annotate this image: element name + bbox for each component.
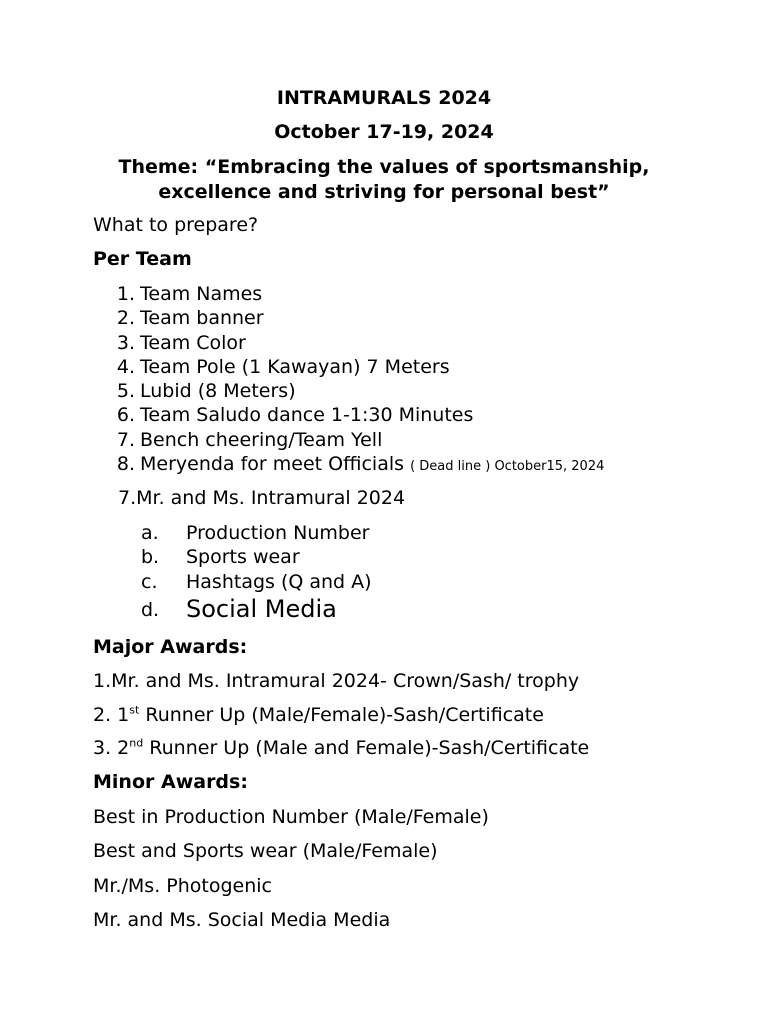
minor-award-item: Mr. and Ms. Social Media Media: [93, 909, 391, 931]
list-item-text: Bench cheering/Team Yell: [140, 429, 383, 451]
award-2-ordinal: st: [129, 703, 140, 717]
major-awards-heading: Major Awards:: [93, 636, 248, 658]
list-marker: 8.: [116, 453, 135, 475]
list-item-text: Sports wear: [186, 546, 300, 568]
list-marker: a.: [141, 522, 159, 544]
meryenda-text: Meryenda for meet Officials: [140, 453, 405, 475]
award-3-ordinal: nd: [129, 736, 144, 750]
award-2-prefix: 2. 1: [93, 704, 130, 726]
mr-ms-heading: 7.Mr. and Ms. Intramural 2024: [118, 487, 406, 509]
major-award-1: 1.Mr. and Ms. Intramural 2024- Crown/Sash/ trophy: [93, 670, 580, 692]
list-marker: c.: [141, 571, 158, 593]
list-item-text: Team Names: [140, 283, 263, 305]
minor-award-item: Best and Sports wear (Male/Female): [93, 840, 438, 862]
list-marker: 3.: [116, 332, 135, 354]
list-marker: 1.: [116, 283, 135, 305]
theme-line-1: Theme: “Embracing the values of sportsmanship,: [118, 156, 650, 178]
major-award-3: [93, 737, 589, 759]
prepare-question: What to prepare?: [93, 214, 259, 236]
list-item-text: Team Saludo dance 1-1:30 Minutes: [140, 404, 474, 426]
event-date: October 17-19, 2024: [274, 121, 494, 143]
list-marker: 5.: [116, 380, 135, 402]
list-item-text: [140, 453, 604, 478]
list-marker: 4.: [116, 356, 135, 378]
award-3-prefix: 3. 2: [93, 737, 130, 759]
list-marker: 2.: [116, 307, 135, 329]
major-award-2: [93, 704, 544, 726]
award-2-text: Runner Up (Male/Female)-Sash/Certificate: [139, 704, 544, 726]
theme-line-2: excellence and striving for personal best”: [158, 181, 610, 203]
list-item-text: Team Color: [140, 332, 246, 354]
list-marker: 6.: [116, 404, 135, 426]
per-team-heading: Per Team: [93, 248, 192, 270]
list-item-text: Team Pole (1 Kawayan) 7 Meters: [140, 356, 450, 378]
list-marker: b.: [141, 546, 160, 568]
list-marker: d.: [141, 599, 160, 621]
list-item-text: Production Number: [186, 522, 370, 544]
minor-award-item: Mr./Ms. Photogenic: [93, 875, 272, 897]
document-title: INTRAMURALS 2024: [276, 87, 492, 109]
minor-award-item: Best in Production Number (Male/Female): [93, 806, 489, 828]
minor-awards-heading: Minor Awards:: [93, 771, 248, 793]
list-item-text: Hashtags (Q and A): [186, 571, 372, 593]
list-item-text: Team banner: [140, 307, 264, 329]
award-3-text: Runner Up (Male and Female)-Sash/Certificate: [143, 737, 590, 759]
list-marker: 7.: [116, 429, 135, 451]
deadline-note: ( Dead line ) October15, 2024: [410, 459, 605, 474]
list-item-text: Lubid (8 Meters): [140, 380, 296, 402]
list-item-text: Social Media: [186, 595, 337, 623]
